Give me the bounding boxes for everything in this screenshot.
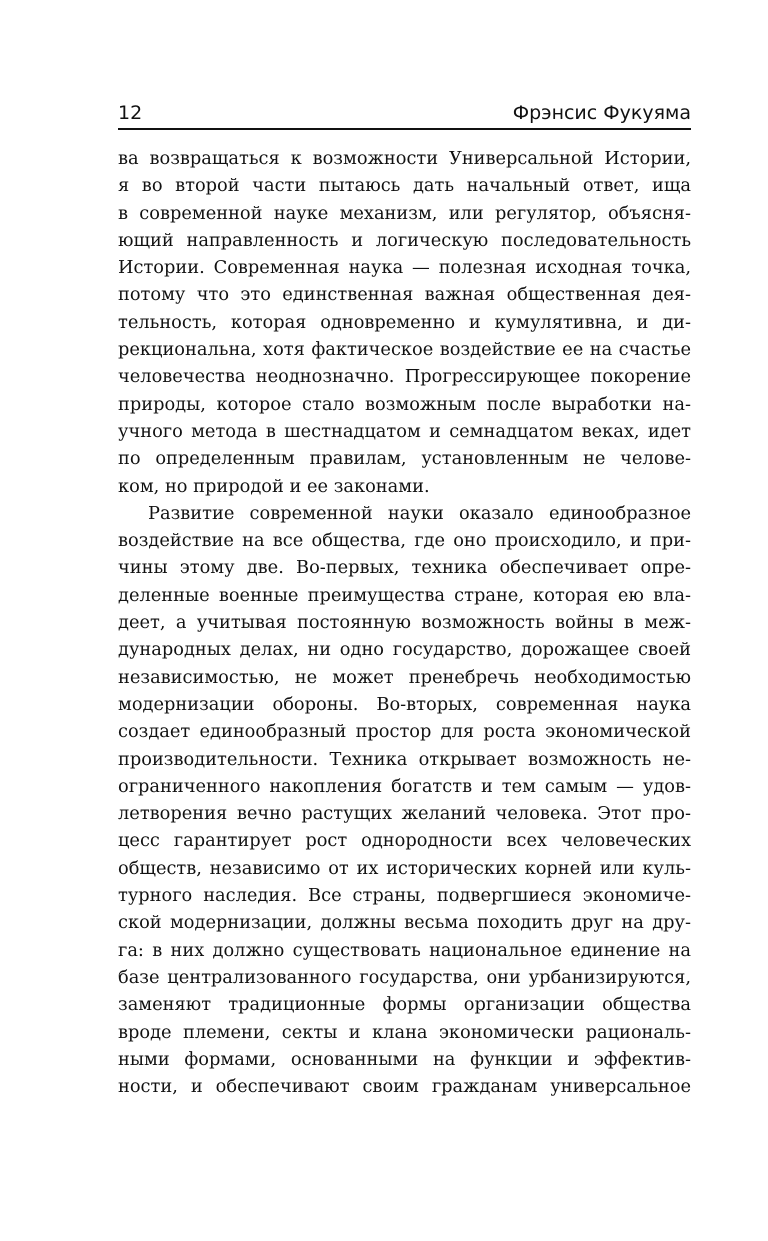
text-line: заменяют традиционные формы организации общества	[118, 994, 691, 1016]
text-line: ва возвращаться к возможности Универсальной Истории,	[118, 148, 691, 169]
text-line: по определенным правилам, установленным не челове-	[118, 448, 691, 470]
text-line: создает единообразный простор для роста экономической	[118, 721, 691, 743]
text-line: в современной науке механизм, или регулятор, объясня-	[118, 202, 691, 224]
text-line: базе централизованного государства, они урбанизируются,	[118, 966, 691, 988]
text-line: производительности. Техника открывает возможность не-	[118, 748, 691, 770]
text-line: ской модернизации, должны весьма походить друг на дру-	[118, 912, 691, 934]
text-line: га: в них должно существовать национальное единение на	[118, 939, 691, 961]
page-number: 12	[118, 102, 143, 124]
text-line: потому что это единственная важная общественная дея-	[118, 284, 691, 306]
text-line: деленные военные преимущества стране, которая ею вла-	[118, 584, 691, 606]
running-title: Фрэнсис Фукуяма	[512, 102, 691, 124]
text-line: ограниченного накопления богатств и тем самым — удов-	[118, 775, 691, 797]
text-line: человечества неоднозначно. Прогрессирующее покорение	[118, 366, 691, 388]
text-line: ющий направленность и логическую последовательность	[118, 229, 691, 251]
text-line: дународных делах, ни одно государство, дорожащее своей	[118, 639, 691, 661]
text-line: обществ, независимо от их исторических корней или куль-	[118, 857, 691, 879]
text-line: рекциональна, хотя фактическое воздействие ее на счастье	[118, 339, 691, 361]
paragraph-1	[118, 145, 691, 500]
running-header	[118, 100, 691, 130]
text-line: деет, а учитывая постоянную возможность войны в меж-	[118, 612, 691, 634]
text-line: летворения вечно растущих желаний человека. Этот про-	[118, 803, 691, 825]
text-line: учного метода в шестнадцатом и семнадцатом веках, идет	[118, 420, 691, 442]
text-line: природы, которое стало возможным после выработки на-	[118, 393, 691, 415]
text-line: ными формами, основанными на функции и эффектив-	[118, 1048, 691, 1070]
text-line: независимостью, не может пренебречь необходимостью	[118, 666, 691, 688]
text-line: ком, но природой и ее законами.	[118, 475, 430, 497]
text-line: чины этому две. Во-первых, техника обеспечивает опре-	[118, 557, 691, 579]
text-line: я во второй части пытаюсь дать начальный ответ, ища	[118, 175, 691, 197]
text-line: тельность, которая одновременно и кумулятивна, и ди-	[118, 311, 691, 333]
text-line: Истории. Современная наука — полезная исходная точка,	[118, 257, 691, 279]
text-line: воздействие на все общества, где оно происходило, и при-	[118, 530, 691, 552]
text-line: ности, и обеспечивают своим гражданам универсальное	[118, 1076, 691, 1098]
text-line: вроде племени, секты и клана экономически рациональ-	[118, 1021, 691, 1043]
text-line: Развитие современной науки оказало единообразное	[148, 502, 691, 524]
body-text	[118, 145, 691, 1100]
paragraph-2	[118, 500, 691, 1101]
text-line: модернизации обороны. Во-вторых, современная наука	[118, 693, 691, 715]
text-line: турного наследия. Все страны, подвергшиеся экономиче-	[118, 885, 691, 907]
text-line: цесс гарантирует рост однородности всех человеческих	[118, 830, 691, 852]
